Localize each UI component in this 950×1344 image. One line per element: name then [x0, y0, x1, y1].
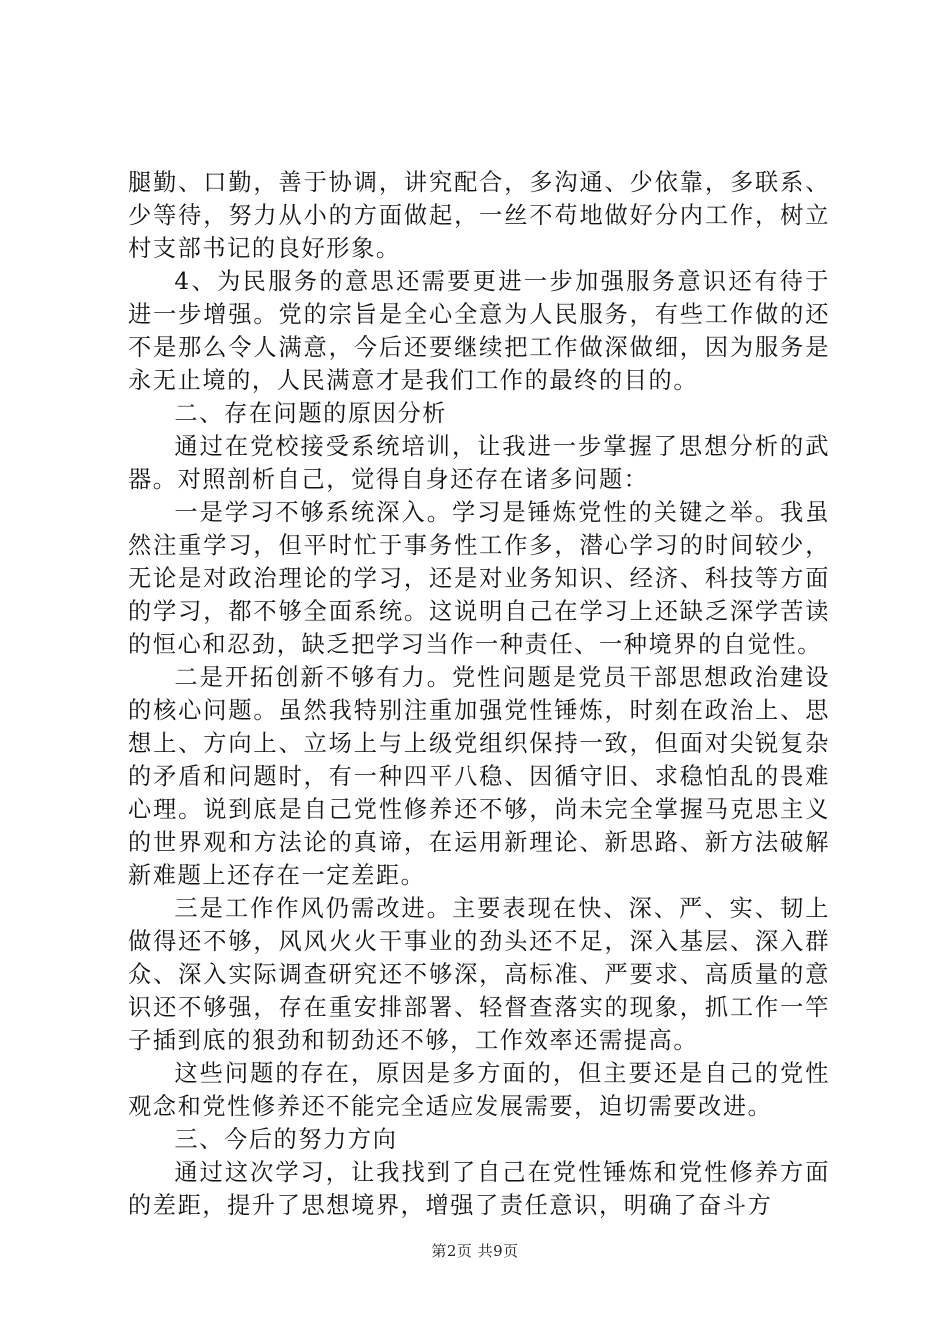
section-heading-future-direction: 三、今后的努力方向 [174, 1126, 398, 1153]
paragraph-study-issue: 一是学习不够系统深入。学习是锤炼党性的关键之举。我虽然注重学习，但平时忙于事务性工作多，潜心学习的时间较少，无论是对政治理论的学习，还是对业务知识、经济、科技等方面的学习，都不够全面系统。这说明自己在学习上还缺乏深学苦读的恒心和忍劲，缺乏把学习当作一种责任、一种境界的自觉性。 [128, 499, 830, 658]
paragraph-cause-summary: 这些问题的存在，原因是多方面的，但主要还是自己的党性观念和党性修养还不能完全适应发展需要，迫切需要改进。 [128, 1060, 830, 1120]
page-number-footer: 第2页 共9页 [431, 1242, 519, 1260]
paragraph-service-awareness: 4、为民服务的意思还需要更进一步加强服务意识还有待于进一步增强。党的宗旨是全心全意为人民服务，有些工作做的还不是那么令人满意，今后还要继续把工作做深做细，因为服务是永无止境的，人民满意才是我们工作的最终的目的。 [128, 268, 830, 394]
paragraph-work-style-issue: 三是工作作风仍需改进。主要表现在快、深、严、实、韧上做得还不够，风风火火干事业的劲头还不足，深入基层、深入群众、深入实际调查研究还不够深，高标准、严要求、高质量的意识还不够强，存在重安排部署、轻督查落实的现象，抓工作一竿子插到底的狠劲和韧劲还不够，工作效率还需提高。 [128, 895, 830, 1054]
paragraph-innovation-issue: 二是开拓创新不够有力。党性问题是党员干部思想政治建设的核心问题。虽然我特别注重加强党性锤炼，时刻在政治上、思想上、方向上、立场上与上级党组织保持一致，但面对尖锐复杂的矛盾和问题时，有一种四平八稳、因循守旧、求稳怕乱的畏难心理。说到底是自己党性修养还不够，尚未完全掌握马克思主义的世界观和方法论的真谛，在运用新理论、新思路、新方法破解新难题上还存在一定差距。 [128, 664, 830, 889]
document-body [128, 166, 830, 1222]
paragraph-future-intro: 通过这次学习，让我找到了自己在党性锤炼和党性修养方面的差距，提升了思想境界，增强了责任意识，明确了奋斗方 [128, 1159, 830, 1219]
section-heading-cause-analysis: 二、存在问题的原因分析 [174, 400, 448, 427]
paragraph-continuation: 腿勤、口勤，善于协调，讲究配合，多沟通、少依靠，多联系、少等待，努力从小的方面做起，一丝不苟地做好分内工作，树立村支部书记的良好形象。 [128, 169, 830, 262]
paragraph-training-intro: 通过在党校接受系统培训，让我进一步掌握了思想分析的武器。对照剖析自己，觉得自身还存在诸多问题： [128, 433, 830, 493]
